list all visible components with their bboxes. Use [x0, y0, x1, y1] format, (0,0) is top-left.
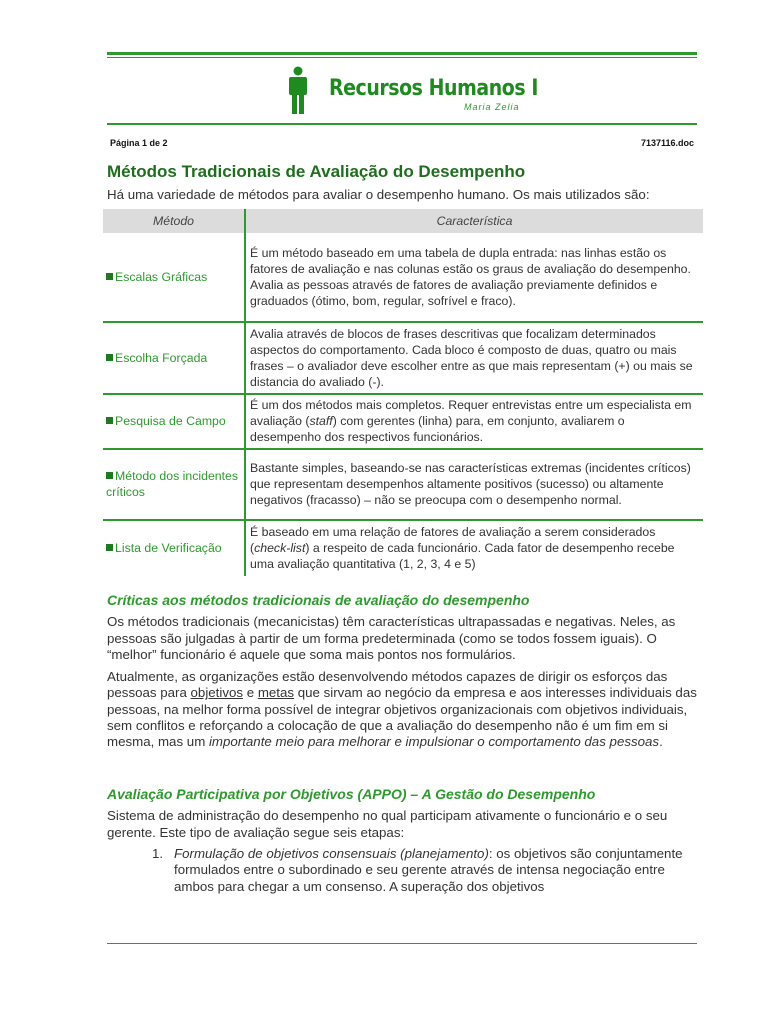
paragraph: Atualmente, as organizações estão desenvolvendo métodos capazes de dirigir os esforços das pessoas para objetivos e metas que sirvam ao negócio da empresa e aos interesses individuais das pessoas, na melhor forma possível de integrar objetivos organizacionais com objetivos individuais, sem conflitos e reforçando a colocação de que a avaliação do desempenho não é um fim em si mesma, mas um importante meio para melhorar e impulsionar o comportamento das pessoas. [107, 669, 697, 750]
table-row [103, 520, 703, 576]
section-heading: Críticas aos métodos tradicionais de avaliação do desempenho [107, 592, 530, 608]
section-criticas [107, 592, 699, 757]
paragraph: Os métodos tradicionais (mecanicistas) têm características ultrapassadas e negativas. Neles, as pessoas são julgadas à partir de um forma predeterminada (como se todos fossem iguais). O “melhor” funcionário é aquele que soma mais pontos nos formulários. [107, 614, 676, 662]
bullet-square-icon [106, 354, 113, 361]
footer-rule [107, 943, 697, 944]
bullet-square-icon [106, 273, 113, 280]
table-row [103, 233, 703, 322]
person-icon [286, 66, 310, 114]
feature-cell: Bastante simples, baseando-se nas características extremas (incidentes críticos) que representam desempenhos altamente positivos (sucesso) ou altamente negativos (fracasso) – não se preocupa com o desempenho normal. [245, 449, 703, 520]
page-title: Métodos Tradicionais de Avaliação do Desempenho [107, 162, 526, 181]
table-row [103, 322, 703, 394]
list-text: Formulação de objetivos consensuais (planejamento): os objetivos são conjuntamente formulados entre o subordinado e seu gerente através de intensa negociação entre ambos para chegar a um consenso. A superação dos objetivos [174, 846, 683, 894]
table-header-row [103, 209, 703, 233]
method-cell: Escolha Forçada [103, 322, 245, 394]
methods-table [103, 209, 703, 576]
top-rule [107, 52, 697, 55]
method-cell: Método dos incidentes críticos [103, 449, 245, 520]
page-number: Página 1 de 2 [110, 138, 168, 148]
top-rule-thin [107, 57, 697, 58]
bullet-square-icon [106, 472, 113, 479]
table-row [103, 449, 703, 520]
column-header-feature: Característica [245, 209, 703, 233]
header-author: Maria Zelia [464, 102, 520, 112]
intro-text: Há uma variedade de métodos para avaliar o desempenho humano. Os mais utilizados são: [107, 187, 650, 202]
method-cell: Lista de Verificação [103, 520, 245, 576]
paragraph: Sistema de administração do desempenho no qual participam ativamente o funcionário e o seu gerente. Este tipo de avaliação segue seis etapas: [107, 808, 668, 840]
list-number: 1. [152, 846, 164, 861]
table-row [103, 394, 703, 449]
feature-cell: Avalia através de blocos de frases descritivas que focalizam determinados aspectos do comportamento. Cada bloco é composto de duas, quatro ou mais frases – o avaliador deve escolher entre as que mais representam (+) ou mais se distancia do avaliado (-). [245, 322, 703, 394]
feature-cell: É baseado em uma relação de fatores de avaliação a serem considerados (check-list) a respeito de cada funcionário. Cada fator de desempenho recebe uma avaliação quantitativa (1, 2, 3, 4 e 5) [250, 525, 675, 571]
feature-cell: É um método baseado em uma tabela de dupla entrada: nas linhas estão os fatores de avaliação e nas colunas estão os graus de avaliação do desempenho. Avalia as pessoas através de fatores de avaliação previamente definidos e graduados (ótimo, bom, regular, sofrível e fraco). [245, 233, 703, 322]
bullet-square-icon [106, 417, 113, 424]
bullet-square-icon [106, 544, 113, 551]
feature-cell: É um dos métodos mais completos. Requer entrevistas entre um especialista em avaliação (staff) com gerentes (linha) para, em conjunto, avaliarem o desempenho dos respectivos funcionários. [245, 394, 703, 449]
section-heading: Avaliação Participativa por Objetivos (APPO) – A Gestão do Desempenho [107, 786, 596, 802]
method-cell: Pesquisa de Campo [103, 394, 245, 449]
header-title: Recursos Humanos I [329, 76, 538, 101]
column-header-method: Método [103, 209, 245, 233]
section-appo [107, 786, 699, 847]
document-name: 7137116.doc [640, 138, 694, 148]
header-rule [107, 123, 697, 125]
method-cell: Escalas Gráficas [103, 233, 245, 322]
page-header [107, 60, 697, 120]
